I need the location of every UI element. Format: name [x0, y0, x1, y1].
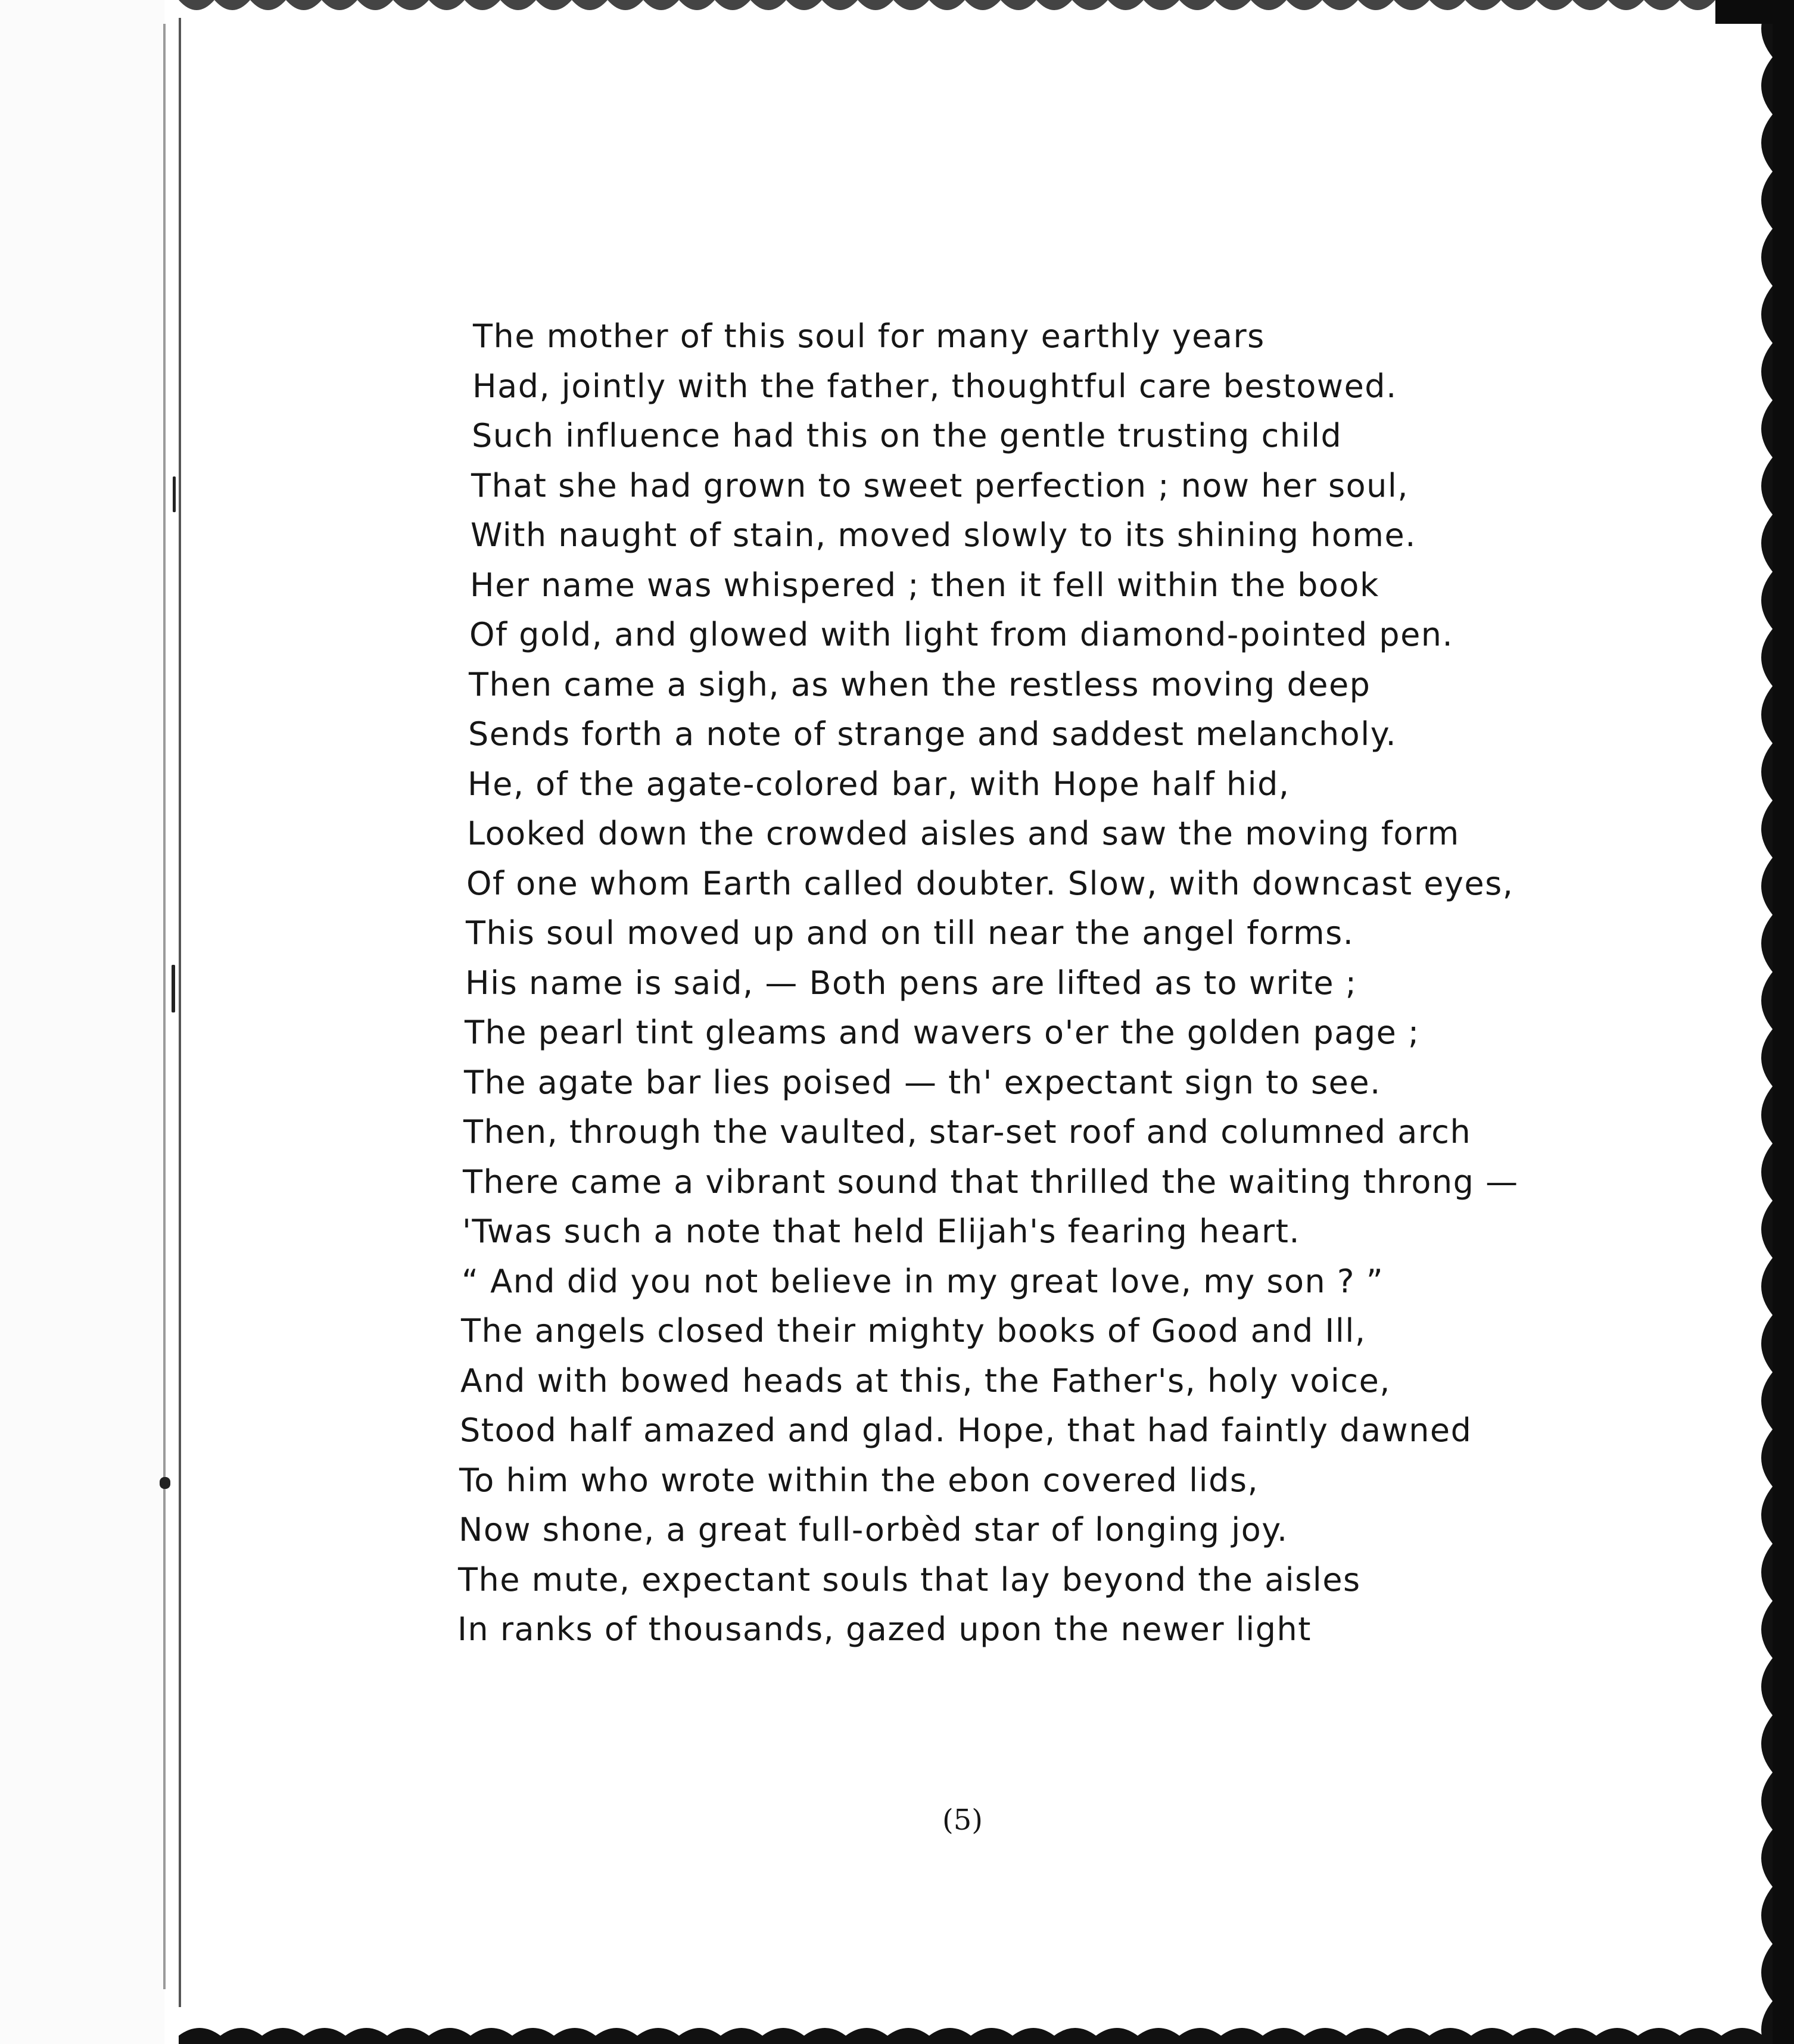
poem-line: The mother of this soul for many earthly years [473, 317, 1265, 355]
poem-line: The mute, expectant souls that lay beyond the aisles [458, 1560, 1361, 1599]
poem-line: In ranks of thousands, gazed upon the newer light [457, 1610, 1312, 1648]
poem-line: And with bowed heads at this, the Father's, holy voice, [460, 1361, 1391, 1400]
poem-line: “ And did you not believe in my great love, my son ? ” [462, 1262, 1384, 1300]
page-number: (5) [942, 1803, 983, 1837]
poem-text [459, 316, 1590, 1685]
poem-line: Looked down the crowded aisles and saw the moving form [467, 815, 1460, 852]
poem-line: The agate bar lies poised — th' expectant sign to see. [464, 1063, 1381, 1101]
poem-line: The angels closed their mighty books of Good and Ill, [461, 1312, 1366, 1350]
deckle-top-edge [179, 0, 1751, 10]
scan-right-shadow [1773, 0, 1794, 2044]
poem-line: To him who wrote within the ebon covered lids, [459, 1461, 1259, 1499]
poem-line: The pearl tint gleams and wavers o'er the golden page ; [465, 1014, 1420, 1051]
poem-line: That she had grown to sweet perfection ; now her soul, [471, 466, 1409, 504]
poem-line: Now shone, a great full-orbèd star of longing joy. [459, 1511, 1288, 1548]
poem-line: Stood half amazed and glad. Hope, that had faintly dawned [460, 1412, 1472, 1449]
poem-line: Sends forth a note of strange and saddest melancholy. [468, 715, 1397, 753]
poem-line: His name is said, — Both pens are lifted as to write ; [465, 964, 1357, 1002]
poem-line: This soul moved up and on till near the angel forms. [466, 914, 1354, 952]
poem-line: Then, through the vaulted, star-set roof and columned arch [463, 1113, 1472, 1151]
poem-line: 'Twas such a note that held Elijah's fearing heart. [462, 1213, 1301, 1250]
poem-line: There came a vibrant sound that thrilled the waiting throng — [463, 1163, 1519, 1201]
poem-line: Her name was whispered ; then it fell within the book [470, 566, 1379, 604]
poem-line: Such influence had this on the gentle trusting child [472, 417, 1343, 454]
poem-line: Of one whom Earth called doubter. Slow, with downcast eyes, [466, 864, 1514, 902]
poem-line: Had, jointly with the father, thoughtful care bestowed. [472, 367, 1397, 405]
deckle-bottom-edge [179, 2028, 1794, 2044]
poem-line: He, of the agate-colored bar, with Hope half hid, [468, 765, 1290, 803]
poem-line: Of gold, and glowed with light from diamond-pointed pen. [469, 616, 1454, 653]
poem-line: Then came a sigh, as when the restless moving deep [469, 665, 1371, 703]
poem-line: With naught of stain, moved slowly to its shining home. [471, 516, 1416, 554]
